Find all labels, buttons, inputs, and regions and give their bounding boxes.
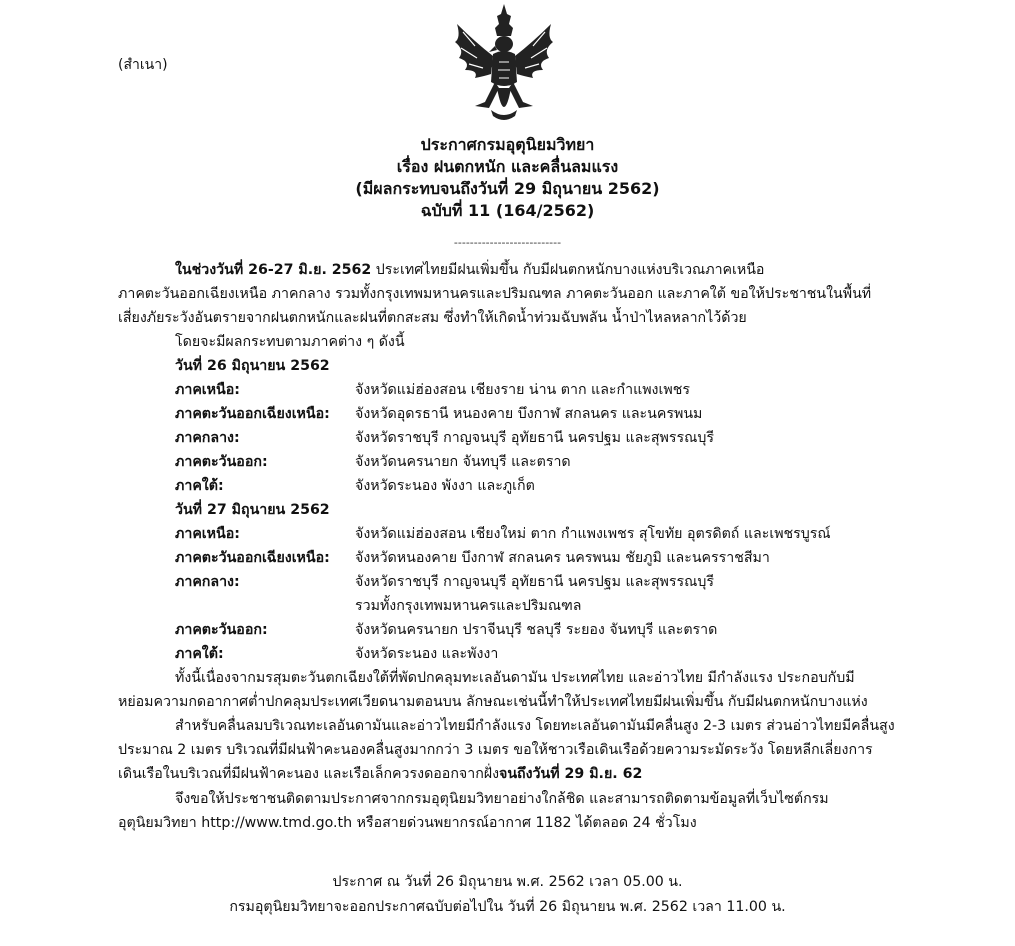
waves-line-1: สำหรับคลื่นลมบริเวณทะเลอันดามันและอ่าวไทยมีกำลังแรง โดยทะเลอันดามันมีคลื่นสูง 2-3 เมตร ส่วนอ่าวไทยมีคลื่นสูง	[175, 718, 895, 734]
waves-line-3	[118, 763, 642, 786]
day2-date-heading: วันที่ 27 มิถุนายน 2562	[175, 502, 330, 518]
region-label: ภาคเหนือ:	[175, 526, 240, 542]
advice-line-2: อุตุนิยมวิทยา http://www.tmd.go.th หรือสายด่วนพยากรณ์อากาศ 1182 ได้ตลอด 24 ชั่วโมง	[118, 815, 697, 831]
announcement-issue-number: ฉบับที่ 11 (164/2562)	[420, 201, 595, 220]
region-provinces: จังหวัดแม่ฮ่องสอน เชียงใหม่ ตาก กำแพงเพชร สุโขทัย อุตรดิตถ์ และเพชรบูรณ์	[355, 526, 831, 542]
advice-line-1: จึงขอให้ประชาชนติดตามประกาศจากกรมอุตุนิยมวิทยาอย่างใกล้ชิด และสามารถติดตามข้อมูลที่เว็บไซต์กรม	[175, 791, 829, 807]
region-label: ภาคกลาง:	[175, 574, 240, 590]
region-provinces: จังหวัดราชบุรี กาญจนบุรี อุทัยธานี นครปฐม และสุพรรณบุรี	[355, 430, 714, 446]
region-provinces: จังหวัดแม่ฮ่องสอน เชียงราย น่าน ตาก และกำแพงเพชร	[355, 382, 690, 398]
region-label: ภาคตะวันออกเฉียงเหนือ:	[175, 550, 330, 566]
next-announcement-datetime: กรมอุตุนิยมวิทยาจะออกประกาศฉบับต่อไปใน วันที่ 26 มิถุนายน พ.ศ. 2562 เวลา 11.00 น.	[229, 899, 786, 915]
cause-line-1: ทั้งนี้เนื่องจากมรสุมตะวันตกเฉียงใต้ที่พัดปกคลุมทะเลอันดามัน ประเทศไทย และอ่าวไทย มีกำลังแรง ประกอบกับมี	[175, 670, 855, 686]
waves-line-2: ประมาณ 2 เมตร บริเวณที่มีฝนฟ้าคะนองคลื่นสูงมากกว่า 3 เมตร ขอให้ชาวเรือเดินเรือด้วยความระมัดระวัง โดยหลีกเลี่ยงการ	[118, 742, 873, 758]
region-label: ภาคกลาง:	[175, 430, 240, 446]
region-provinces: จังหวัดนครนายก ปราจีนบุรี ชลบุรี ระยอง จันทบุรี และตราด	[355, 622, 718, 638]
cause-line-2: หย่อมความกดอากาศต่ำปกคลุมประเทศเวียดนามตอนบน ลักษณะเช่นนี้ทำให้ประเทศไทยมีฝนเพิ่มขึ้น กับมีฝนตกหนักบางแห่ง	[118, 694, 868, 710]
region-provinces-continued: รวมทั้งกรุงเทพมหานครและปริมณฑล	[355, 598, 582, 614]
announcement-title: ประกาศกรมอุตุนิยมวิทยา	[420, 135, 595, 154]
region-label: ภาคตะวันออก:	[175, 454, 268, 470]
garuda-emblem-icon	[445, 2, 563, 128]
intro-line-1	[175, 259, 764, 282]
title-separator: ---------------------------	[453, 236, 562, 249]
region-provinces: จังหวัดนครนายก จันทบุรี และตราด	[355, 454, 571, 470]
region-provinces: จังหวัดหนองคาย บึงกาฬ สกลนคร นครพนม ชัยภูมิ และนครราชสีมา	[355, 550, 770, 566]
region-label: ภาคตะวันออกเฉียงเหนือ:	[175, 406, 330, 422]
intro-line-2: ภาคตะวันออกเฉียงเหนือ ภาคกลาง รวมทั้งกรุงเทพมหานครและปริมณฑล ภาคตะวันออก และภาคใต้ ขอให้ประชาชนในพื้นที่	[118, 286, 872, 302]
region-label: ภาคใต้:	[175, 478, 224, 494]
region-label: ภาคใต้:	[175, 646, 224, 662]
copy-label: (สำเนา)	[118, 57, 168, 73]
region-provinces: จังหวัดระนอง และพังงา	[355, 646, 499, 662]
intro-line-1-rest: ประเทศไทยมีฝนเพิ่มขึ้น กับมีฝนตกหนักบางแห่งบริเวณภาคเหนือ	[371, 262, 765, 278]
announcement-effect-date: (มีผลกระทบจนถึงวันที่ 29 มิถุนายน 2562)	[355, 179, 660, 198]
intro-line-3: เสี่ยงภัยระวังอันตรายจากฝนตกหนักและฝนที่ตกสะสม ซึ่งทำให้เกิดน้ำท่วมฉับพลัน น้ำป่าไหลหลากไว้ด้วย	[118, 310, 747, 326]
intro-lead: ในช่วงวันที่ 26-27 มิ.ย. 2562	[175, 262, 372, 278]
waves-line-3-text: เดินเรือในบริเวณที่มีฝนฟ้าคะนอง และเรือเล็กควรงดออกจากฝั่ง	[118, 766, 500, 782]
announcement-subject: เรื่อง ฝนตกหนัก และคลื่นลมแรง	[396, 157, 619, 176]
day1-date-heading: วันที่ 26 มิถุนายน 2562	[175, 358, 330, 374]
announced-datetime: ประกาศ ณ วันที่ 26 มิถุนายน พ.ศ. 2562 เวลา 05.00 น.	[332, 874, 683, 890]
intro-line-4: โดยจะมีผลกระทบตามภาคต่าง ๆ ดังนี้	[175, 334, 405, 350]
region-label: ภาคเหนือ:	[175, 382, 240, 398]
region-provinces: จังหวัดอุดรธานี หนองคาย บึงกาฬ สกลนคร และนครพนม	[355, 406, 703, 422]
waves-until-date: จนถึงวันที่ 29 มิ.ย. 62	[499, 766, 643, 782]
region-label: ภาคตะวันออก:	[175, 622, 268, 638]
region-provinces: จังหวัดราชบุรี กาญจนบุรี อุทัยธานี นครปฐม และสุพรรณบุรี	[355, 574, 714, 590]
region-provinces: จังหวัดระนอง พังงา และภูเก็ต	[355, 478, 535, 494]
